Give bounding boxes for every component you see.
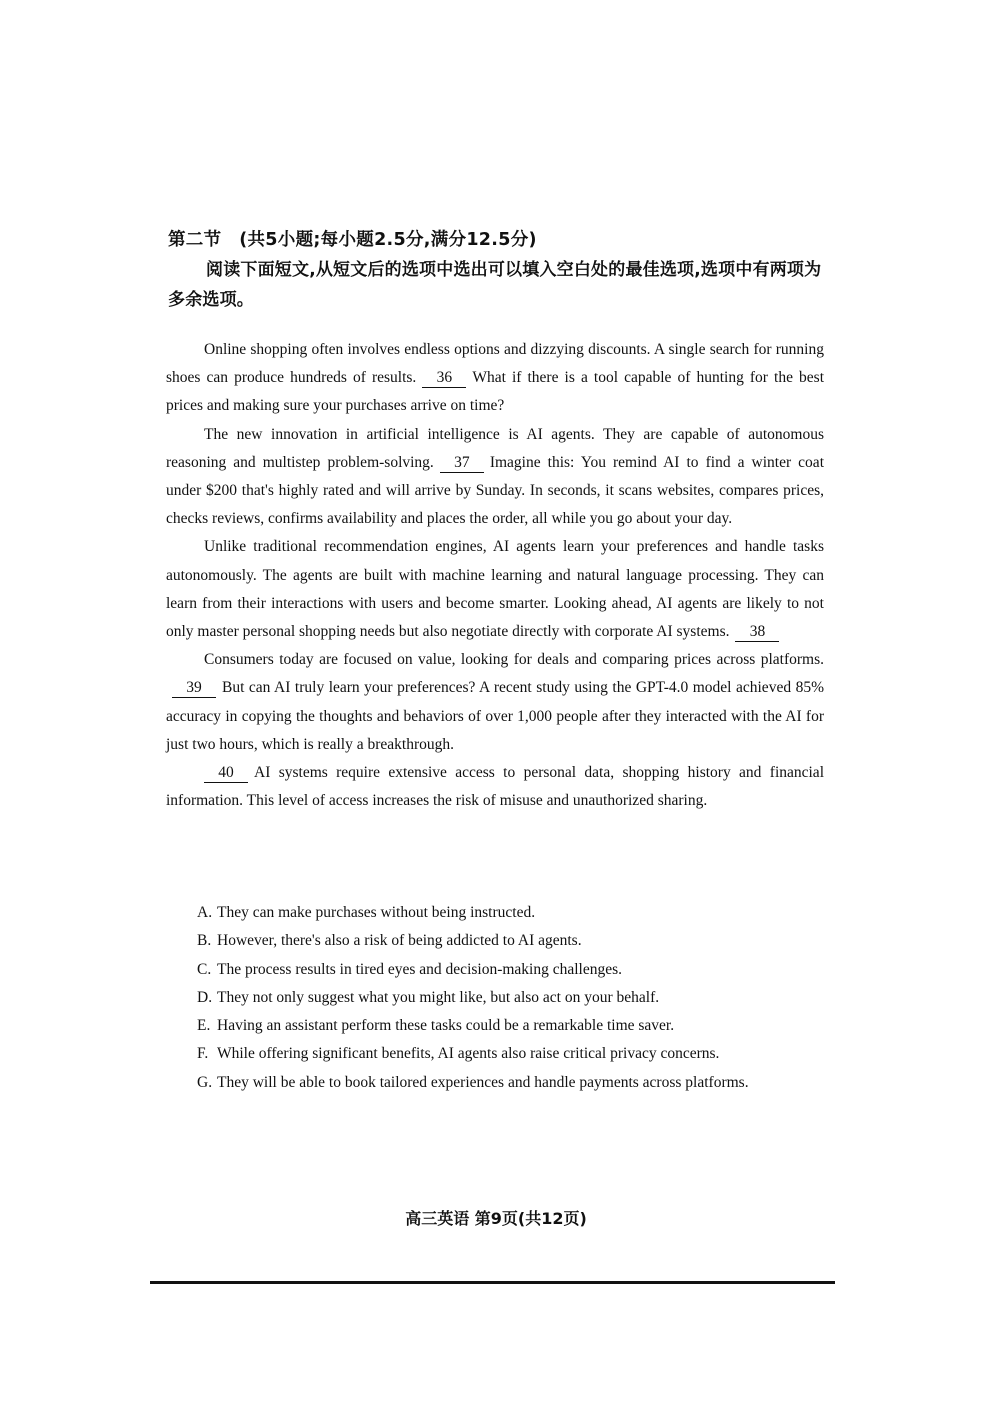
paragraph-text: What if there is a tool capable of hunting for the best prices and making sure your purchases arrive on time? (166, 369, 825, 415)
option-e (197, 1012, 749, 1040)
option-letter: G. (197, 1073, 213, 1091)
option-letter: F. (197, 1045, 209, 1063)
option-a (197, 899, 749, 927)
option-text: The process results in tired eyes and decision-making challenges. (217, 960, 623, 978)
paragraph-text: Unlike traditional recommendation engines, AI agents learn your preferences and handle tasks autonomously. The agents are built with machine learning and natural language processing. They can learn from their interactions with users and become smarter. Looking ahead, AI agents are likely to not only master personal shopping needs but also negotiate directly with corporate AI systems. (166, 538, 824, 641)
page-footer: 高三英语 第9页(共12页) (405, 1209, 587, 1228)
passage-paragraph-5 (166, 759, 824, 815)
paragraph-text: AI systems require extensive access to personal data, shopping history and financial information. This level of access increases the risk of misuse and unauthorized sharing. (166, 764, 824, 810)
option-c (197, 956, 749, 984)
section-title: 第二节 (共5小题;每小题2.5分,满分12.5分) (168, 230, 537, 250)
passage-paragraph-4 (166, 646, 824, 759)
option-letter: A. (197, 904, 213, 921)
option-d (197, 984, 749, 1012)
option-b (197, 927, 749, 955)
blank-36: 36 (422, 368, 466, 388)
option-text: They will be able to book tailored experiences and handle payments across platforms. (217, 1073, 749, 1091)
paragraph-text: But can AI truly learn your preferences? A recent study using the GPT-4.0 model achieved 85% accuracy in copying the thoughts and behaviors of over 1,000 people after they interacted with the AI for just two hours, which is really a breakthrough. (166, 679, 824, 753)
passage-paragraph-1 (166, 336, 824, 421)
option-f (197, 1040, 749, 1068)
passage-paragraph-2 (166, 421, 824, 534)
option-text: They can make purchases without being instructed. (217, 904, 536, 921)
option-text: While offering significant benefits, AI agents also raise critical privacy concerns. (217, 1045, 720, 1063)
option-text: Having an assistant perform these tasks could be a remarkable time saver. (217, 1017, 675, 1035)
answer-options (197, 899, 749, 1097)
reading-passage (166, 336, 824, 815)
option-text: They not only suggest what you might like, but also act on your behalf. (217, 988, 660, 1006)
option-letter: C. (197, 960, 212, 978)
blank-40: 40 (204, 763, 248, 783)
blank-39: 39 (172, 678, 216, 698)
option-letter: E. (197, 1017, 211, 1035)
passage-paragraph-3 (166, 533, 824, 646)
paragraph-text: Consumers today are focused on value, looking for deals and comparing prices across platforms. (204, 651, 824, 669)
paragraph-text: Imagine this: You remind AI to find a winter coat under $200 that's highly rated and will arrive by Sunday. In seconds, it scans websites, compares prices, checks reviews, confirms availability and places the order, all while you go about your day. (166, 453, 824, 528)
paragraph-text: Online shopping often involves endless options and dizzying discounts. A single search for running shoes can produce hundreds of results. (166, 341, 824, 387)
option-text: However, there's also a risk of being addicted to AI agents. (217, 932, 582, 950)
paragraph-text: The new innovation in artificial intelligence is AI agents. They are capable of autonomous reasoning and multistep problem-solving. (166, 425, 824, 471)
bottom-rule (150, 1281, 835, 1284)
option-letter: B. (197, 932, 212, 950)
instructions: 阅读下面短文,从短文后的选项中选出可以填入空白处的最佳选项,选项中有两项为多余选项。 (168, 260, 822, 310)
blank-38: 38 (735, 622, 779, 642)
option-g (197, 1069, 749, 1097)
blank-37: 37 (440, 453, 484, 473)
option-letter: D. (197, 988, 213, 1006)
